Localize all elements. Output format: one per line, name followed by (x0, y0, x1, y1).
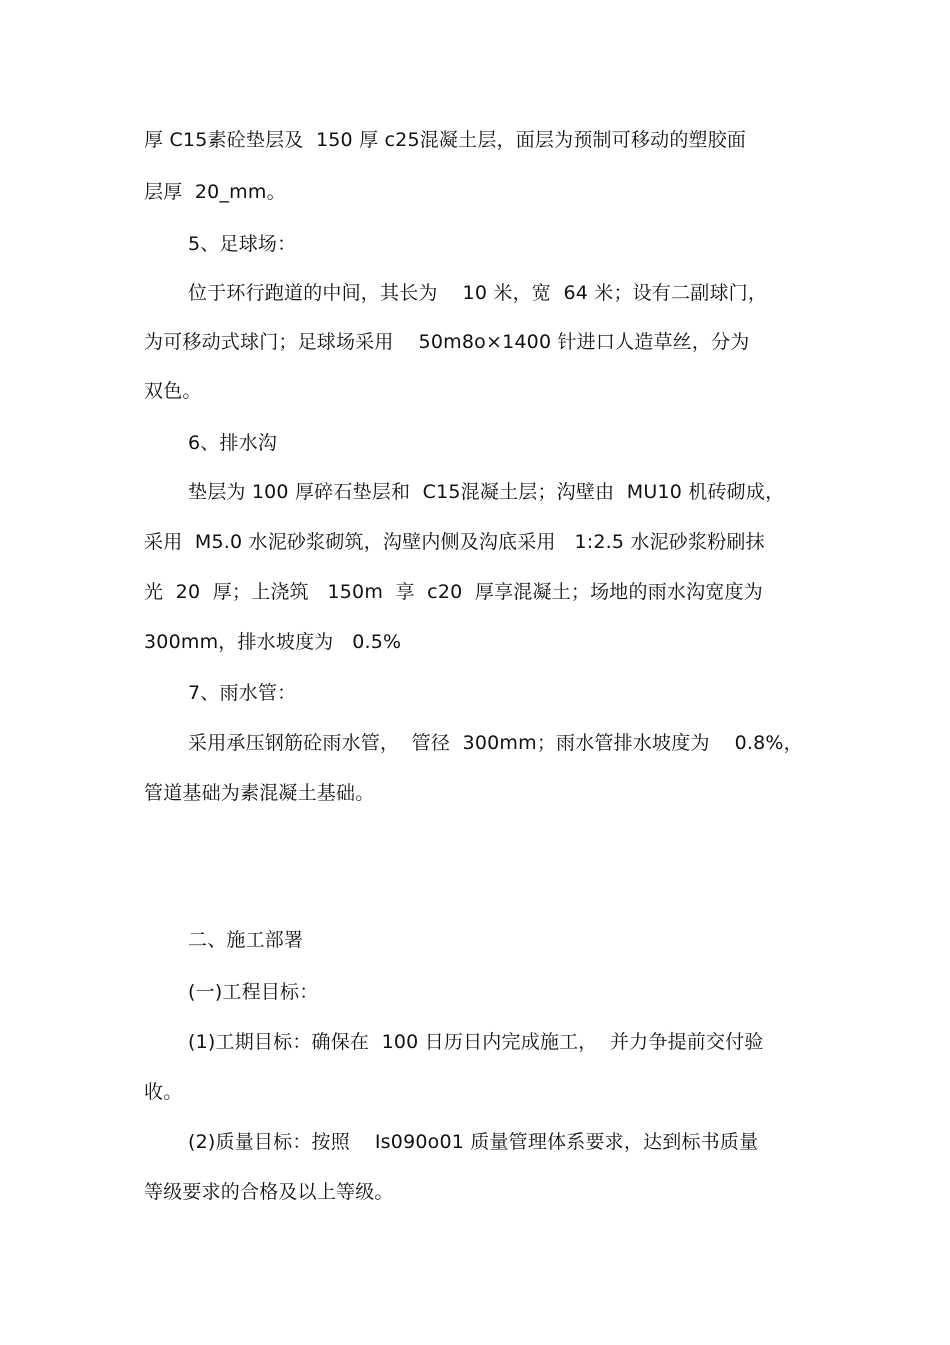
subsection-heading: (一)工程目标： (188, 981, 319, 1003)
paragraph-line: 层厚 20_mm。 (144, 181, 286, 203)
paragraph-line: (1)工期目标：确保在 100 日历日内完成施工， 并力争提前交付验 (188, 1031, 764, 1053)
paragraph-line: 300mm，排水坡度为 0.5% (144, 631, 402, 653)
section-heading: 5、足球场： (188, 233, 297, 255)
paragraph-line: 采用承压钢筋砼雨水管， 管径 300mm；雨水管排水坡度为 0.8%， (188, 732, 803, 754)
chapter-heading: 二、施工部署 (188, 929, 304, 951)
paragraph-line: 收。 (144, 1081, 183, 1103)
paragraph-line: (2)质量目标：按照 Is090o01 质量管理体系要求，达到标书质量 (188, 1131, 759, 1153)
paragraph-line: 管道基础为素混凝土基础。 (144, 782, 375, 804)
section-heading: 6、排水沟 (188, 432, 278, 454)
paragraph-line: 位于环行跑道的中间，其长为 10 米，宽 64 米；设有二副球门， (188, 282, 768, 304)
paragraph-line: 双色。 (144, 380, 202, 402)
paragraph-line: 厚 C15素砼垫层及 150 厚 c25混凝土层，面层为预制可移动的塑胶面 (144, 129, 747, 151)
paragraph-line: 垫层为 100 厚碎石垫层和 C15混凝土层；沟壁由 MU10 机砖砌成， (188, 481, 785, 503)
paragraph-line: 光 20 厚；上浇筑 150m 享 c20 厚享混凝土；场地的雨水沟宽度为 (144, 581, 763, 603)
section-heading: 7、雨水管： (188, 682, 297, 704)
paragraph-line: 为可移动式球门；足球场采用 50m8o×1400 针进口人造草丝，分为 (144, 331, 750, 353)
paragraph-line: 采用 M5.0 水泥砂浆砌筑，沟壁内侧及沟底采用 1:2.5 水泥砂浆粉刷抹 (144, 531, 765, 553)
paragraph-line: 等级要求的合格及以上等级。 (144, 1181, 394, 1203)
